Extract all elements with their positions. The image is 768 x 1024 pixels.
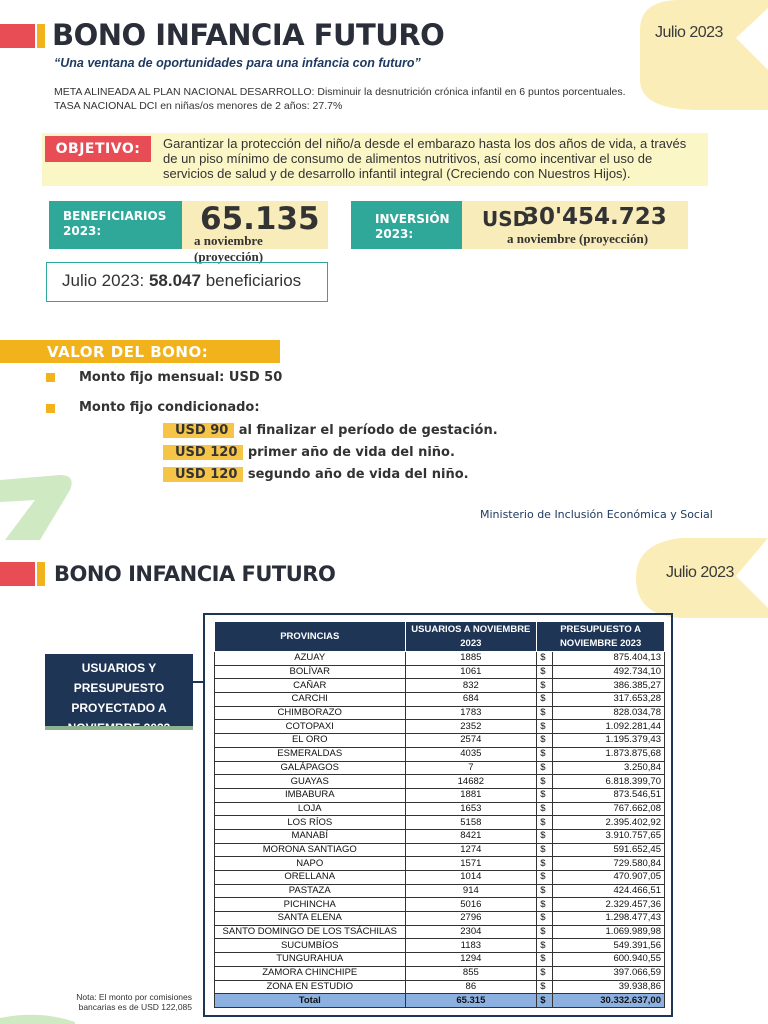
province-cell: GALÁPAGOS xyxy=(215,761,406,775)
currency-cell: $ xyxy=(537,802,553,816)
investment-prefix: USD xyxy=(482,207,530,231)
conditional-desc: primer año de vida del niño. xyxy=(247,445,455,460)
conditional-item xyxy=(163,465,469,483)
users-cell: 1183 xyxy=(405,939,537,953)
province-cell: LOJA xyxy=(215,802,406,816)
table-row xyxy=(215,884,665,898)
title-accent-yellow-2 xyxy=(37,562,45,586)
budget-cell: 875.404,13 xyxy=(553,652,665,666)
table-frame xyxy=(203,613,673,1017)
investment-label-line1: INVERSIÓN xyxy=(375,212,450,226)
budget-cell: 600.940,55 xyxy=(553,953,665,967)
conditional-amount-pill: USD 120 xyxy=(163,445,243,460)
province-cell: BOLÍVAR xyxy=(215,665,406,679)
province-cell: PASTAZA xyxy=(215,884,406,898)
page-title: BONO INFANCIA FUTURO xyxy=(52,18,445,52)
july-suffix: beneficiarios xyxy=(205,271,302,290)
users-cell: 1294 xyxy=(405,953,537,967)
budget-cell: 317.653,28 xyxy=(553,693,665,707)
table-row xyxy=(215,802,665,816)
budget-cell: 470.907,05 xyxy=(553,871,665,885)
province-cell: EL ORO xyxy=(215,734,406,748)
province-cell: PICHINCHA xyxy=(215,898,406,912)
table-row xyxy=(215,720,665,734)
budget-cell: 828.034,78 xyxy=(553,706,665,720)
users-cell: 855 xyxy=(405,966,537,980)
budget-cell: 1.092.281,44 xyxy=(553,720,665,734)
july-prefix: Julio 2023: xyxy=(62,271,145,290)
province-cell: ZAMORA CHINCHIPE xyxy=(215,966,406,980)
currency-cell: $ xyxy=(537,898,553,912)
province-cell: SANTA ELENA xyxy=(215,912,406,926)
beneficiaries-label xyxy=(49,201,182,249)
commission-note: Nota: El monto por comisiones bancarias es de USD 122,085 xyxy=(76,992,192,1012)
investment-label-line2: 2023: xyxy=(375,227,414,241)
conditional-amount: Monto fijo condicionado: xyxy=(79,400,260,415)
users-cell: 1061 xyxy=(405,665,537,679)
budget-cell: 591.652,45 xyxy=(553,843,665,857)
table-row xyxy=(215,857,665,871)
province-cell: LOS RÍOS xyxy=(215,816,406,830)
currency-cell: $ xyxy=(537,953,553,967)
budget-cell: 2.329.457,36 xyxy=(553,898,665,912)
currency-cell: $ xyxy=(537,761,553,775)
table-row xyxy=(215,843,665,857)
currency-cell: $ xyxy=(537,693,553,707)
currency-cell: $ xyxy=(537,843,553,857)
date-label: Julio 2023 xyxy=(655,24,723,41)
beneficiaries-note: a noviembre (proyección) xyxy=(194,233,264,264)
currency-cell: $ xyxy=(537,939,553,953)
table-row xyxy=(215,665,665,679)
currency-cell: $ xyxy=(537,747,553,761)
table-row xyxy=(215,898,665,912)
province-cell: GUAYAS xyxy=(215,775,406,789)
currency-cell: $ xyxy=(537,912,553,926)
province-cell: NAPO xyxy=(215,857,406,871)
meta-rate: TASA NACIONAL DCI en niñas/os menores de 2 años: 27.7% xyxy=(54,100,343,112)
budget-cell: 3.250,84 xyxy=(553,761,665,775)
table-row xyxy=(215,734,665,748)
decorative-green-shape xyxy=(0,470,80,540)
conditional-desc: al finalizar el período de gestación. xyxy=(238,423,498,438)
conditional-amount-pill: USD 90 xyxy=(163,423,234,438)
title-accent-yellow xyxy=(37,24,45,48)
bond-value-label: VALOR DEL BONO: xyxy=(47,343,209,361)
currency-cell: $ xyxy=(537,871,553,885)
province-cell: CAÑAR xyxy=(215,679,406,693)
users-cell: 7 xyxy=(405,761,537,775)
users-cell: 914 xyxy=(405,884,537,898)
budget-cell: 3.910.757,65 xyxy=(553,829,665,843)
table-row xyxy=(215,925,665,939)
header-users: USUARIOS A NOVIEMBRE 2023 xyxy=(405,622,537,652)
users-cell: 5158 xyxy=(405,816,537,830)
july-beneficiaries-box xyxy=(46,262,328,302)
tagline: “Una ventana de oportunidades para una infancia con futuro” xyxy=(54,56,421,70)
table-row xyxy=(215,788,665,802)
budget-cell: 39.938,86 xyxy=(553,980,665,994)
currency-cell: $ xyxy=(537,925,553,939)
province-cell: CHIMBORAZO xyxy=(215,706,406,720)
users-cell: 1014 xyxy=(405,871,537,885)
users-cell: 832 xyxy=(405,679,537,693)
currency-cell: $ xyxy=(537,994,553,1008)
users-cell: 8421 xyxy=(405,829,537,843)
table-row xyxy=(215,871,665,885)
table-row xyxy=(215,912,665,926)
budget-cell: 492.734,10 xyxy=(553,665,665,679)
july-value: 58.047 xyxy=(148,271,201,290)
table-row xyxy=(215,693,665,707)
users-cell: 4035 xyxy=(405,747,537,761)
conditional-amount-pill: USD 120 xyxy=(163,467,243,482)
header-budget: PRESUPUESTO A NOVIEMBRE 2023 xyxy=(537,622,665,652)
table-row xyxy=(215,706,665,720)
budget-cell: 1.298.477,43 xyxy=(553,912,665,926)
currency-cell: $ xyxy=(537,884,553,898)
budget-cell: 6.818.399,70 xyxy=(553,775,665,789)
investment-value-box xyxy=(462,201,688,249)
users-cell: 1881 xyxy=(405,788,537,802)
province-cell: Total xyxy=(215,994,406,1008)
currency-cell: $ xyxy=(537,652,553,666)
province-cell: SUCUMBÍOS xyxy=(215,939,406,953)
budget-cell: 549.391,56 xyxy=(553,939,665,953)
province-cell: TUNGURAHUA xyxy=(215,953,406,967)
title-accent-red xyxy=(0,24,35,48)
table-row xyxy=(215,939,665,953)
currency-cell: $ xyxy=(537,734,553,748)
budget-cell: 2.395.402,92 xyxy=(553,816,665,830)
province-cell: SANTO DOMINGO DE LOS TSÁCHILAS xyxy=(215,925,406,939)
budget-cell: 397.066,59 xyxy=(553,966,665,980)
users-cell: 2574 xyxy=(405,734,537,748)
table-row xyxy=(215,652,665,666)
table-row xyxy=(215,761,665,775)
currency-cell: $ xyxy=(537,829,553,843)
beneficiaries-label-line1: BENEFICIARIOS xyxy=(63,209,167,223)
table-row xyxy=(215,966,665,980)
currency-cell: $ xyxy=(537,679,553,693)
budget-cell: 1.069.989,98 xyxy=(553,925,665,939)
users-cell: 1274 xyxy=(405,843,537,857)
users-cell: 65.315 xyxy=(405,994,537,1008)
budget-cell: 729.580,84 xyxy=(553,857,665,871)
province-cell: ORELLANA xyxy=(215,871,406,885)
currency-cell: $ xyxy=(537,857,553,871)
objective-label: OBJETIVO: xyxy=(45,136,151,162)
table-row xyxy=(215,980,665,994)
province-cell: IMBABURA xyxy=(215,788,406,802)
provinces-table xyxy=(214,621,665,1008)
budget-cell: 873.546,51 xyxy=(553,788,665,802)
investment-label xyxy=(351,201,462,249)
investment-value: 30'454.723 xyxy=(523,204,667,230)
province-cell: ZONA EN ESTUDIO xyxy=(215,980,406,994)
table-row xyxy=(215,775,665,789)
table-row xyxy=(215,953,665,967)
conditional-desc: segundo año de vida del niño. xyxy=(247,467,469,482)
users-cell: 2796 xyxy=(405,912,537,926)
side-label-underline xyxy=(45,726,193,730)
currency-cell: $ xyxy=(537,980,553,994)
budget-cell: 386.385,27 xyxy=(553,679,665,693)
page-title-2: BONO INFANCIA FUTURO xyxy=(54,562,336,586)
beneficiaries-label-line2: 2023: xyxy=(63,224,102,238)
beneficiaries-value: 65.135 xyxy=(200,201,320,237)
title-accent-red-2 xyxy=(0,562,35,586)
users-cell: 1571 xyxy=(405,857,537,871)
currency-cell: $ xyxy=(537,775,553,789)
objective-text: Garantizar la protección del niño/a desde el embarazo hasta los dos años de vida, a través de un piso mínimo de consumo de alimentos nutritivos, así como incentivar el uso de servicios de salud y de desarrollo infantil integral (Creciendo con Nuestros Hijos). xyxy=(163,136,687,181)
users-cell: 2304 xyxy=(405,925,537,939)
budget-cell: 1.195.379,43 xyxy=(553,734,665,748)
users-cell: 86 xyxy=(405,980,537,994)
users-cell: 2352 xyxy=(405,720,537,734)
table-row xyxy=(215,747,665,761)
currency-cell: $ xyxy=(537,706,553,720)
decorative-green-shape-2 xyxy=(0,1012,80,1024)
table-total-row xyxy=(215,994,665,1008)
bond-value-header xyxy=(0,340,280,363)
currency-cell: $ xyxy=(537,788,553,802)
budget-cell: 424.466,51 xyxy=(553,884,665,898)
date-label-2: Julio 2023 xyxy=(666,564,734,581)
province-cell: AZUAY xyxy=(215,652,406,666)
budget-cell: 767.662,08 xyxy=(553,802,665,816)
users-cell: 1653 xyxy=(405,802,537,816)
users-cell: 1783 xyxy=(405,706,537,720)
budget-cell: 30.332.637,00 xyxy=(553,994,665,1008)
budget-cell: 1.873.875,68 xyxy=(553,747,665,761)
conditional-item xyxy=(163,421,498,439)
ministry-footer: Ministerio de Inclusión Económica y Social xyxy=(480,508,713,521)
province-cell: MANABÍ xyxy=(215,829,406,843)
users-budget-label: USUARIOS Y PRESUPUESTO PROYECTADO A xyxy=(45,654,193,726)
users-cell: 1885 xyxy=(405,652,537,666)
meta-goal: META ALINEADA AL PLAN NACIONAL DESARROLLO: Disminuir la desnutrición crónica infantil en 6 puntos porcentuales. xyxy=(54,86,626,98)
header-provinces: PROVINCIAS xyxy=(215,622,406,652)
currency-cell: $ xyxy=(537,816,553,830)
fixed-amount: Monto fijo mensual: USD 50 xyxy=(79,370,283,385)
province-cell: ESMERALDAS xyxy=(215,747,406,761)
province-cell: MORONA SANTIAGO xyxy=(215,843,406,857)
users-cell: 5016 xyxy=(405,898,537,912)
table-row xyxy=(215,679,665,693)
currency-cell: $ xyxy=(537,720,553,734)
users-cell: 14682 xyxy=(405,775,537,789)
table-row xyxy=(215,816,665,830)
beneficiaries-value-box xyxy=(182,201,328,264)
decorative-chevron-top xyxy=(640,0,768,110)
table-row xyxy=(215,829,665,843)
conditional-item xyxy=(163,443,455,461)
bullet-icon xyxy=(46,373,55,382)
province-cell: COTOPAXI xyxy=(215,720,406,734)
province-cell: CARCHI xyxy=(215,693,406,707)
currency-cell: $ xyxy=(537,665,553,679)
bullet-icon xyxy=(46,404,55,413)
users-cell: 684 xyxy=(405,693,537,707)
currency-cell: $ xyxy=(537,966,553,980)
investment-note: a noviembre (proyección) xyxy=(507,231,649,246)
